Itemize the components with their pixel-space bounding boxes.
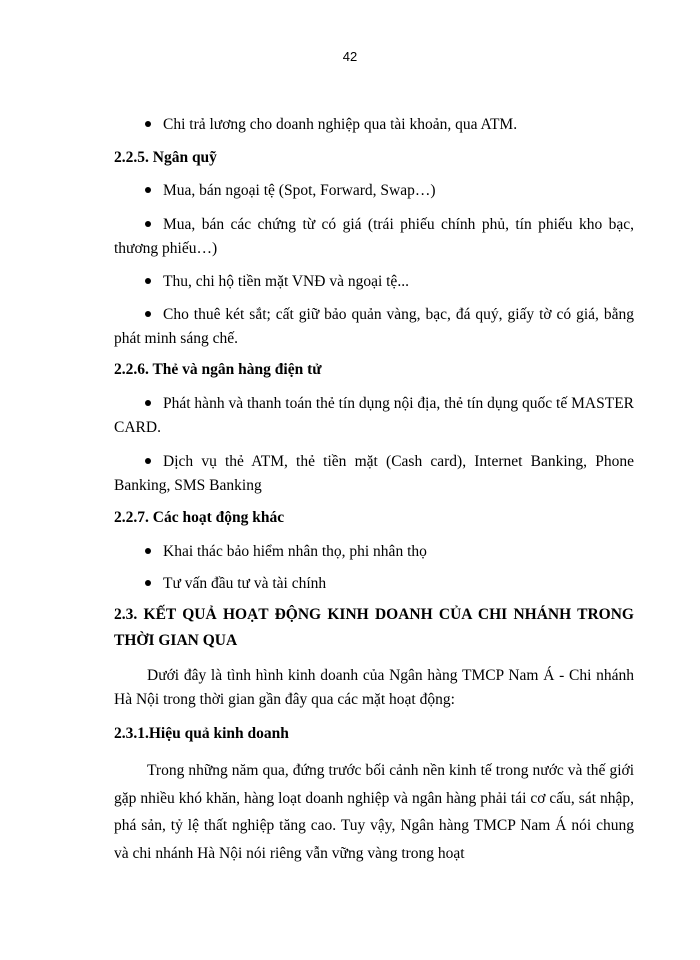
section-heading: 2.2.6. Thẻ và ngân hàng điện tử [114, 361, 322, 378]
list-item: Mua, bán các chứng từ có giá (trái phiếu chính phủ, tín phiếu kho bạc, thương phiếu…) [114, 216, 634, 257]
page-number: 42 [342, 49, 358, 64]
subsection-heading: 2.3.1.Hiệu quả kinh doanh [114, 725, 289, 742]
list-item: Thu, chi hộ tiền mặt VNĐ và ngoại tệ... [114, 270, 634, 294]
body-paragraph: Trong những năm qua, đứng trước bối cảnh nền kinh tế trong nước và thế giới gặp nhiều khó khăn, hàng loạt doanh nghiệp và ngân hàng phải tái cơ cấu, sát nhập, phá sản, tỷ lệ thất nghiệp tăng cao. Tuy vậy, Ngân hàng TMCP Nam Á nói chung và chi nhánh Hà Nội nói riêng vẫn vững vàng trong hoạt [114, 762, 634, 862]
section-heading: 2.2.7. Các hoạt động khác [114, 509, 285, 526]
bullet-icon [145, 221, 151, 227]
list-item: Dịch vụ thẻ ATM, thẻ tiền mặt (Cash card), Internet Banking, Phone Banking, SMS Banking [114, 453, 634, 494]
bullet-icon [145, 187, 151, 193]
list-item: Mua, bán ngoại tệ (Spot, Forward, Swap…) [114, 179, 634, 203]
list-item: Chi trả lương cho doanh nghiệp qua tài khoản, qua ATM. [114, 113, 634, 137]
list-item: Tư vấn đầu tư và tài chính [114, 572, 634, 596]
bullet-icon [145, 121, 151, 127]
chapter-section-heading: 2.3. KẾT QUẢ HOẠT ĐỘNG KINH DOANH CỦA CHI NHÁNH TRONG THỜI GIAN QUA [114, 606, 634, 649]
list-item: Cho thuê két sắt; cất giữ bảo quản vàng, bạc, đá quý, giấy tờ có giá, bằng phát minh sáng chế. [114, 306, 634, 347]
bullet-icon [145, 311, 151, 317]
list-item: Khai thác bảo hiểm nhân thọ, phi nhân thọ [114, 540, 634, 564]
bullet-icon [145, 458, 151, 464]
list-item: Phát hành và thanh toán thẻ tín dụng nội địa, thẻ tín dụng quốc tế MASTER CARD. [114, 395, 634, 436]
bullet-icon [145, 278, 151, 284]
section-heading: 2.2.5. Ngân quỹ [114, 149, 217, 166]
bullet-icon [145, 400, 151, 406]
bullet-icon [145, 580, 151, 586]
bullet-icon [145, 548, 151, 554]
body-paragraph: Dưới đây là tình hình kinh doanh của Ngân hàng TMCP Nam Á - Chi nhánh Hà Nội trong thời gian gần đây qua các mặt hoạt động: [114, 667, 634, 708]
